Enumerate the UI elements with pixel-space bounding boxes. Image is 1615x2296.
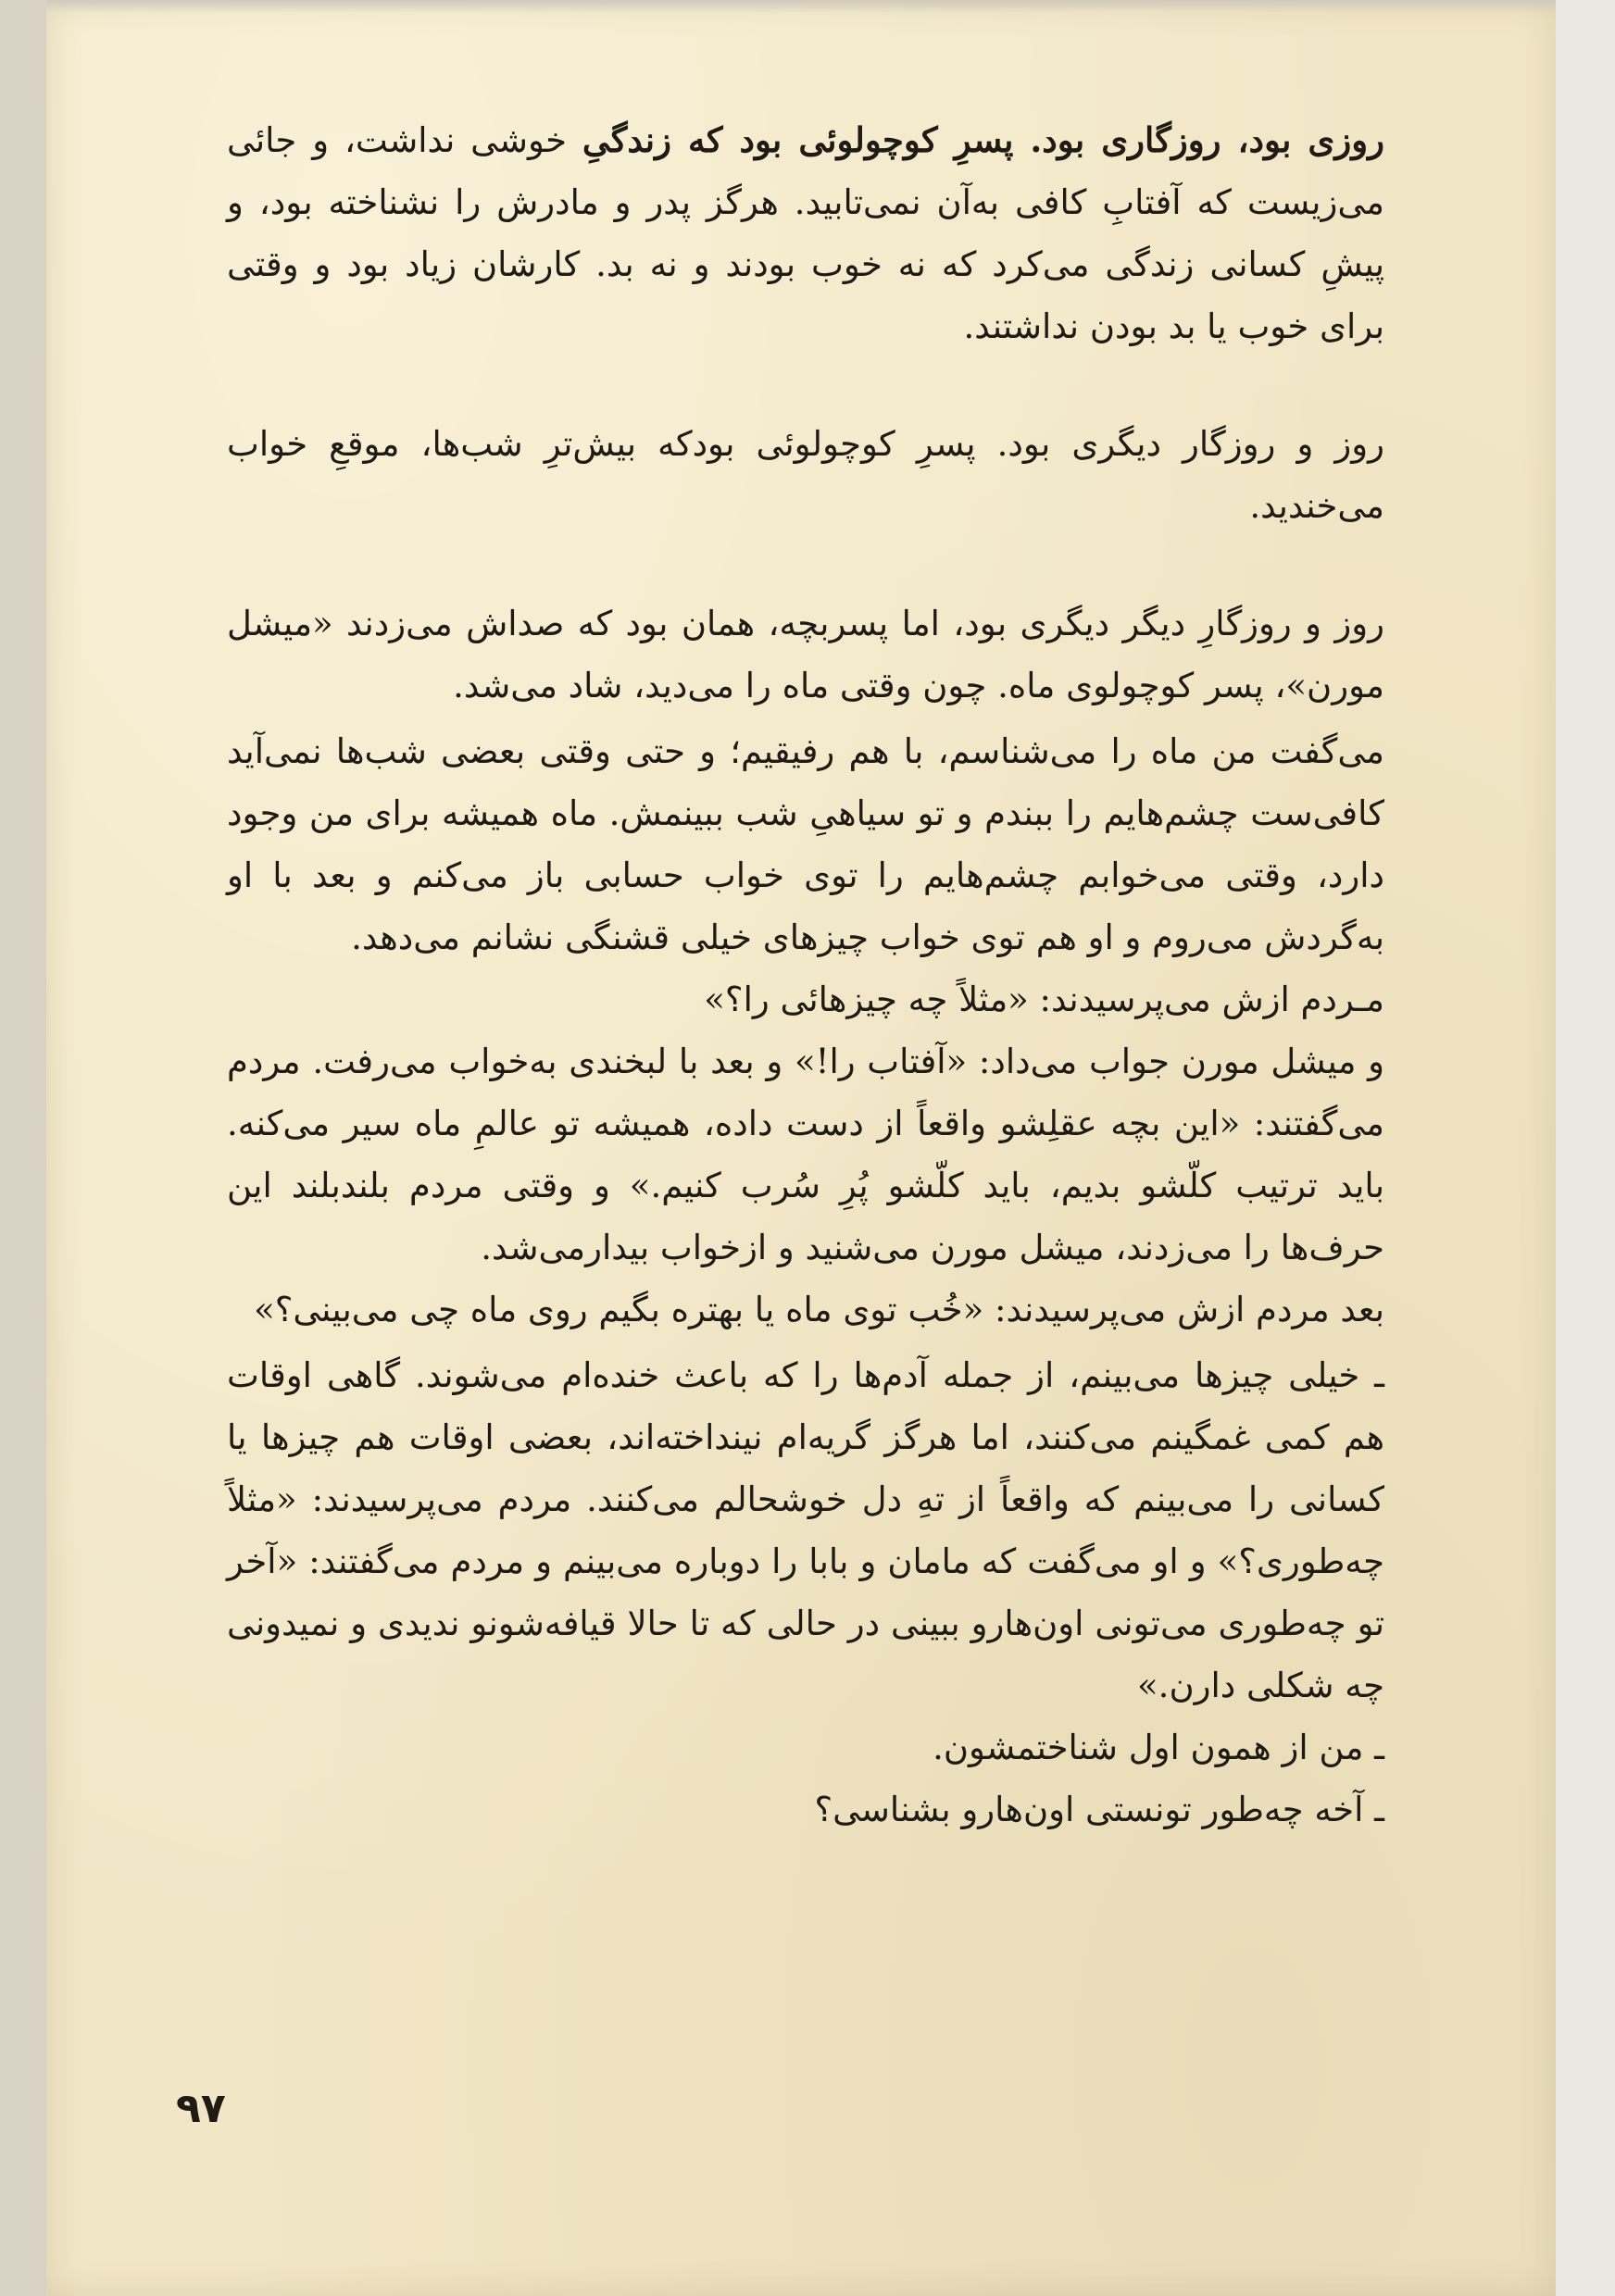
story-text-block [227, 109, 1384, 1841]
paragraph-10: ـ آخه چه‌طور تونستی اون‌هارو بشناسی؟ [814, 1790, 1384, 1829]
page-top-edge [46, 0, 1556, 13]
paragraph-5: مـردم ازش می‌پرسیدند: «مثلاً چه چیزهائی را؟» [704, 980, 1384, 1019]
paragraph-1 [227, 109, 1384, 357]
paragraph-6: و میشل مورن جواب می‌داد: «آفتاب را!» و بعد با لبخندی به‌خواب می‌رفت. مردم می‌گفتند: «این بچه عقلِشو واقعاً از دست داده، همیشه تو عالمِ ماه سیر می‌کنه. باید ترتیب کلّشو بدیم، باید کلّشو پُرِ سُرب کنیم.» و وقتی مردم بلندبلند این حرف‌ها را می‌زدند، میشل مورن می‌شنید و ازخواب بیدارمی‌شد. [227, 1042, 1384, 1267]
page-number: ۹۷ [176, 2085, 226, 2132]
paragraph-3: روز و روزگارِ دیگر دیگری بود، اما پسربچه، همان بود که صداش می‌زدند «میشل مورن»، پسر کوچولوی ماه. چون وقتی ماه را می‌دید، شاد می‌شد. [227, 604, 1384, 705]
paragraph-4: می‌گفت من ماه را می‌شناسم، با هم رفیقیم؛ و حتی وقتی بعضی شب‌ها نمی‌آید کافی‌ست چشم‌هایم را ببندم و تو سیاهیِ شب ببینمش. ماه همیشه برای من وجود دارد، وقتی می‌خوابم چشم‌هایم را توی خواب حسابی باز می‌کنم و بعد با او به‌گردش می‌روم و او هم توی خواب چیزهای خیلی قشنگی نشانم می‌دهد. [227, 731, 1384, 957]
paragraph-1-lead: روزی بود، روزگاری بود. پسرِ کوچولوئی بود که زندگیِ [582, 119, 1384, 160]
paragraph-8: ـ خیلی چیزها می‌بینم، از جمله آدم‌ها را که باعث خنده‌ام می‌شوند. گاهی اوقات هم کمی غمگینم می‌کنند، اما هرگز گریه‌ام نینداخته‌اند، بعضی اوقات هم چیزها یا کسانی را می‌بینم که واقعاً از تهِ دل خوشحالم می‌کنند. مردم می‌پرسیدند: «مثلاً چه‌طوری؟» و او می‌گفت که مامان و بابا را دوباره می‌بینم و مردم می‌گفتند: «آخر تو چه‌طوری می‌تونی اون‌هارو ببینی در حالی که تا حالا قیافه‌شونو ندیدی و نمیدونی چه شکلی دارن.» [227, 1355, 1384, 1705]
scan-background-edge [1556, 0, 1615, 2296]
paragraph-9: ـ من از همون اول شناختمشون. [933, 1728, 1384, 1767]
paragraph-1-rest: خوشی نداشت، و جائی می‌زیست که آفتابِ کافی به‌آن نمی‌تابید. هرگز پدر و مادرش را نشناخته بود، و پیشِ کسانی زندگی می‌کرد که نه خوب بودند و نه بد. کارشان زیاد بود و وقتی برای خوب یا بد بودن نداشتند. [227, 120, 1384, 346]
paragraph-7: بعد مردم ازش می‌پرسیدند: «خُب توی ماه یا بهتره بگیم روی ماه چی می‌بینی؟» [254, 1290, 1384, 1329]
paragraph-2: روز و روزگار دیگری بود. پسرِ کوچولوئی بودکه بیش‌ترِ شب‌ها، موقعِ خواب می‌خندید. [227, 424, 1384, 526]
